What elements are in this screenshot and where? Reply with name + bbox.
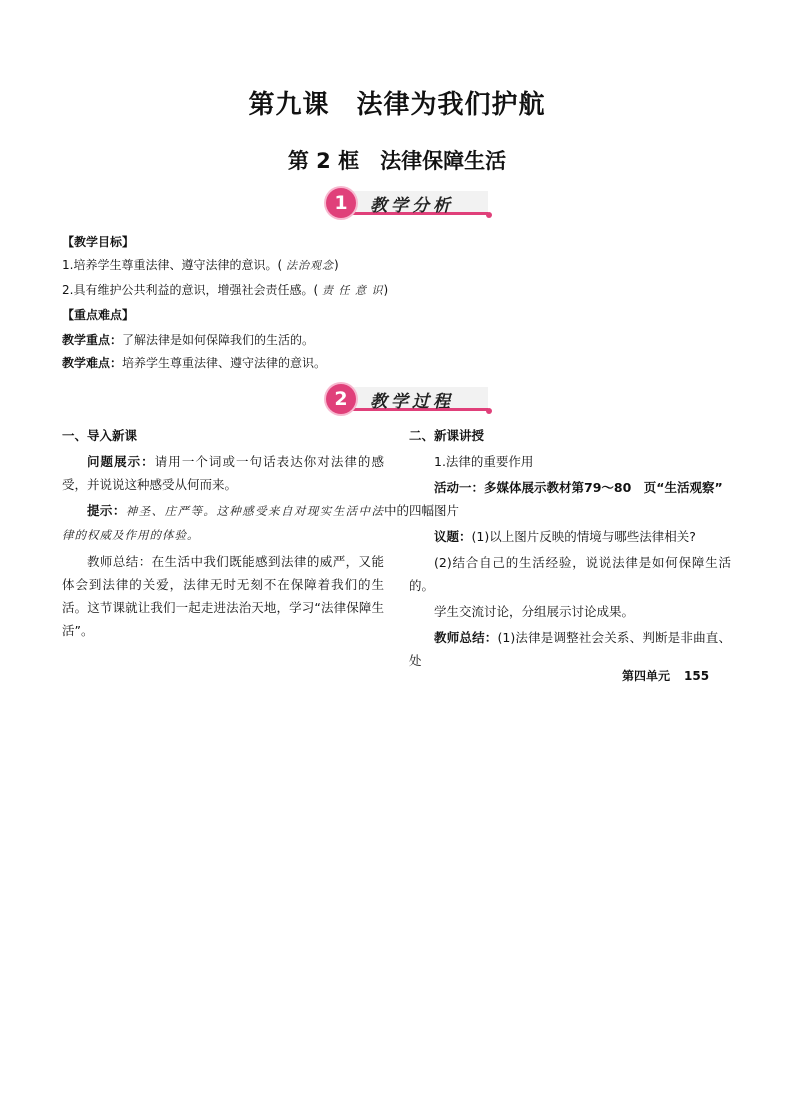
goals-heading: 【教学目标】 — [62, 235, 135, 249]
page-number: 155 — [684, 669, 710, 683]
topic-text-1: (1)以上图片反映的情境与哪些法律相关? — [471, 529, 696, 544]
activity-label: 活动一：多媒体展示教材第79～80 页“生活观察” — [434, 480, 723, 495]
difficult-label: 教学难点： — [62, 356, 123, 370]
topic-label: 议题： — [434, 529, 472, 544]
goal-2 — [62, 281, 388, 298]
section-badge-analysis — [326, 188, 492, 218]
hint-paragraph — [62, 499, 384, 547]
keypoints-heading: 【重点难点】 — [62, 308, 135, 322]
goal-1-close: ) — [333, 258, 339, 272]
question-label: 问题展示： — [87, 454, 155, 469]
intro-heading: 一、导入新课 — [62, 428, 138, 443]
footer-unit: 第四单元 — [622, 669, 671, 683]
teaching-key-point — [62, 331, 314, 348]
page-footer — [622, 667, 709, 684]
goal-1-text: 1.培养学生尊重法律、遵守法律的意识。( — [62, 258, 283, 272]
teaching-difficulty — [62, 354, 326, 371]
question-text: 请用一个词或一句话表达你对法律的感受，并说说这种感受从何而来。 — [62, 454, 384, 492]
topic-paragraph — [409, 525, 731, 548]
discussion-paragraph: 学生交流讨论，分组展示讨论成果。 — [434, 604, 635, 619]
activity-text: 中的四幅图片 — [384, 503, 460, 518]
badge-number-circle: 2 — [326, 384, 356, 414]
badge-label: 教学分析 — [370, 196, 454, 216]
badge-dot-icon — [486, 212, 492, 218]
teacher-text: (1)法律是调整社会关系、判断是非曲直、处 — [409, 630, 731, 668]
goal-1 — [62, 256, 339, 273]
frame-title: 第 2 框 法律保障生活 — [287, 149, 507, 173]
lesson-title: 第九课 法律为我们护航 — [248, 90, 546, 120]
activity-paragraph — [384, 476, 731, 522]
badge-number-circle: 1 — [326, 188, 356, 218]
teacher-label: 教师总结： — [434, 630, 498, 645]
hint-text: 神圣、庄严等。这种感受来自对现实生活中法律的权威及作用的体验。 — [62, 504, 384, 542]
lecture-heading: 二、新课讲授 — [409, 428, 485, 443]
difficult-text: 培养学生尊重法律、遵守法律的意识。 — [122, 356, 327, 370]
goal-1-note: 法治观念 — [285, 259, 334, 272]
section-badge-process — [326, 384, 492, 414]
teacher-summary-paragraph — [409, 626, 731, 672]
goal-2-close: ) — [383, 283, 389, 297]
right-column — [384, 424, 731, 675]
goal-2-note: 责 任 意 识 — [321, 284, 384, 297]
lecture-subheading: 1.法律的重要作用 — [434, 454, 534, 469]
left-column — [62, 424, 384, 645]
goal-2-text: 2.具有维护公共利益的意识，增强社会责任感。( — [62, 283, 319, 297]
question-paragraph — [62, 450, 384, 496]
key-label: 教学重点： — [62, 333, 123, 347]
summary-paragraph: 教师总结：在生活中我们既能感到法律的威严，又能体会到法律的关爱，法律无时无刻不在保障着我们的生活。这节课就让我们一起走进法治天地，学习“法律保障生活”。 — [62, 554, 384, 638]
badge-dot-icon — [486, 408, 492, 414]
topic-paragraph-2: (2)结合自己的生活经验，说说法律是如何保障生活的。 — [409, 555, 731, 593]
badge-label: 教学过程 — [370, 392, 454, 412]
key-text: 了解法律是如何保障我们的生活的。 — [122, 333, 315, 347]
hint-label: 提示： — [87, 503, 126, 518]
